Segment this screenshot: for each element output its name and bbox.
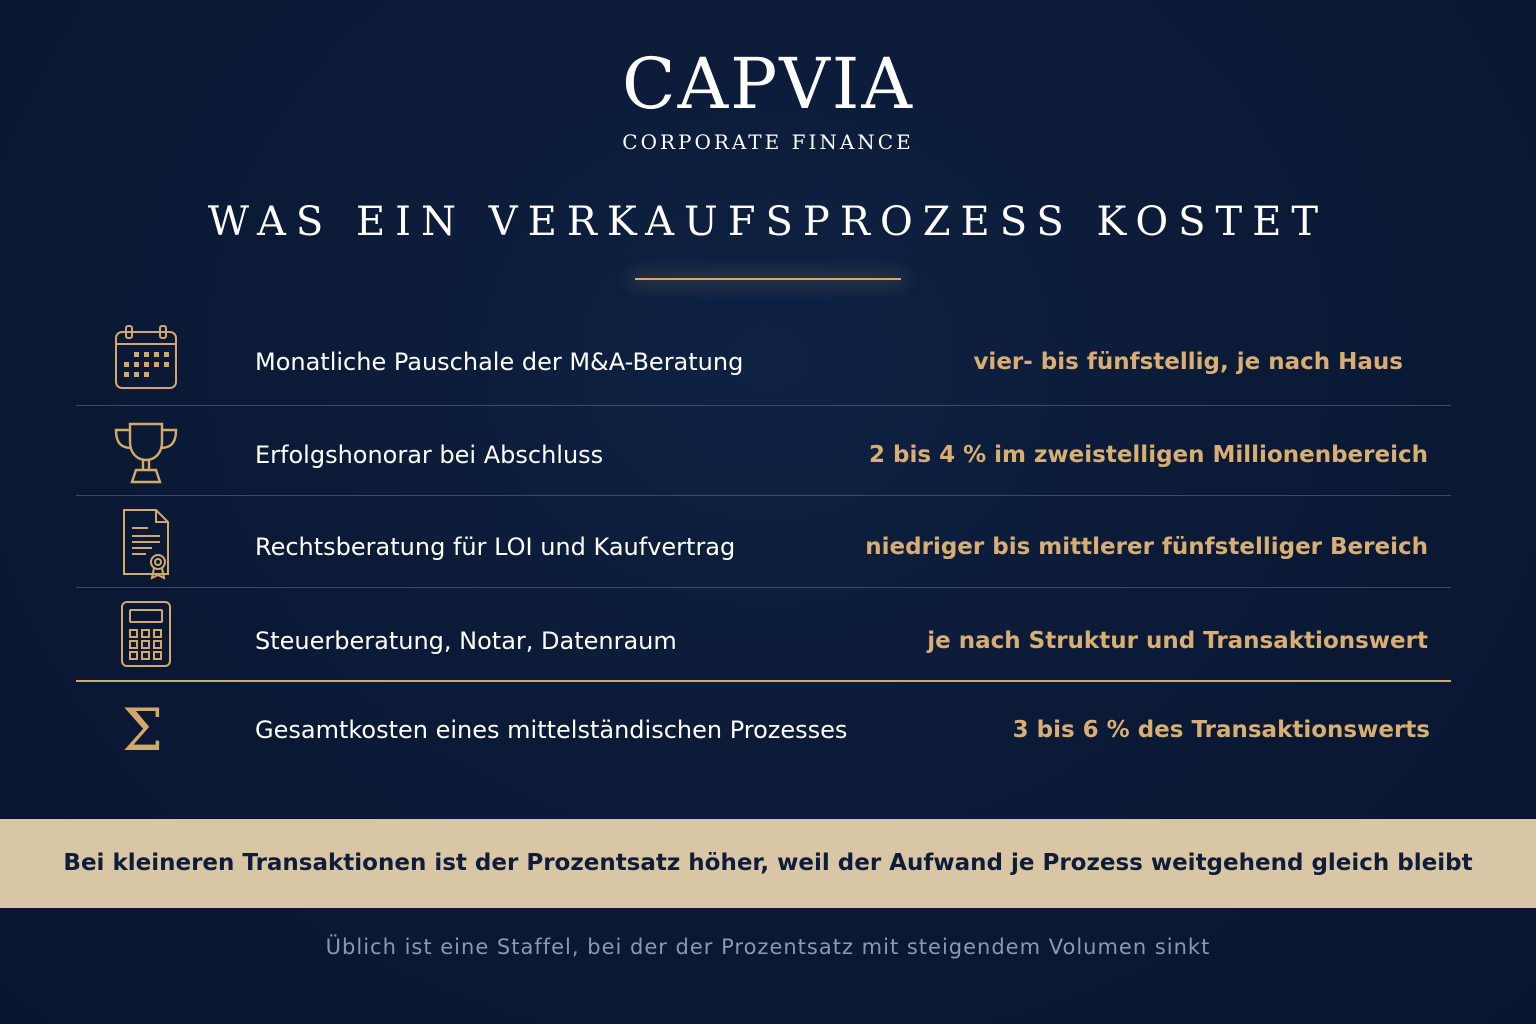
page-title: WAS EIN VERKAUFSPROZESS KOSTET — [207, 199, 1329, 245]
row-value: niedriger bis mittlerer fünfstelliger Bereich — [865, 534, 1428, 560]
row-label: Gesamtkosten eines mittelständischen Prozesses — [255, 716, 848, 744]
calendar-icon — [110, 322, 182, 394]
title-underline — [635, 278, 901, 280]
row-value: je nach Struktur und Transaktionswert — [927, 628, 1428, 654]
highlight-banner — [0, 819, 1536, 908]
row-label: Rechtsberatung für LOI und Kaufvertrag — [255, 533, 736, 561]
row-label: Steuerberatung, Notar, Datenraum — [255, 627, 677, 655]
row-value: 2 bis 4 % im zweistelligen Millionenbereich — [869, 442, 1428, 468]
cost-row-total — [76, 694, 1451, 766]
calculator-icon — [110, 598, 182, 670]
cost-row-success-fee — [76, 418, 1451, 490]
cost-row-advisory-retainer — [76, 326, 1451, 398]
brand-logo: CAPVIA — [622, 43, 914, 125]
row-value: vier- bis fünfstellig, je nach Haus — [973, 349, 1403, 375]
row-label: Erfolgshonorar bei Abschluss — [255, 441, 604, 469]
row-divider — [76, 495, 1451, 496]
total-divider — [76, 680, 1451, 682]
brand-subtitle: CORPORATE FINANCE — [622, 130, 914, 154]
row-divider — [76, 587, 1451, 588]
trophy-icon — [110, 418, 182, 490]
row-divider — [76, 405, 1451, 406]
sigma-icon: Σ — [122, 696, 164, 764]
cost-row-tax-notary-dataroom — [76, 598, 1451, 670]
row-label: Monatliche Pauschale der M&A-Beratung — [255, 348, 744, 376]
contract-certificate-icon — [110, 508, 182, 580]
banner-text: Bei kleineren Transaktionen ist der Prozentsatz höher, weil der Aufwand je Prozess weitgehend gleich bleibt — [63, 850, 1473, 876]
footnote: Üblich ist eine Staffel, bei der der Prozentsatz mit steigendem Volumen sinkt — [325, 935, 1211, 959]
row-value: 3 bis 6 % des Transaktionswerts — [1012, 717, 1430, 743]
cost-row-legal-advice — [76, 508, 1451, 580]
